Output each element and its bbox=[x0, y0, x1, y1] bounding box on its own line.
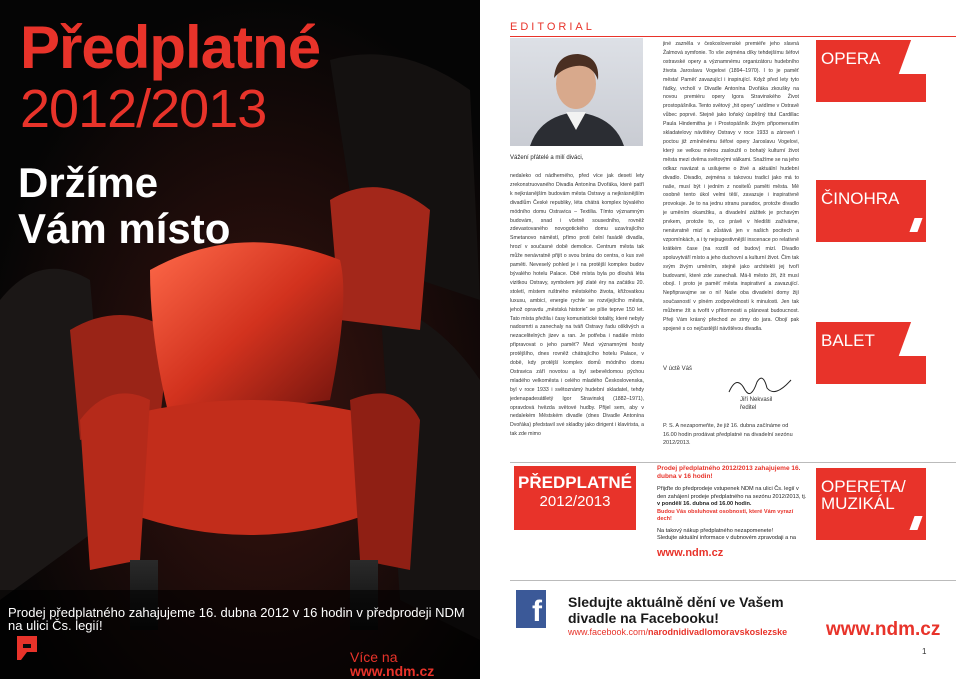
facebook-headline-1: Sledujte aktuálně dění ve Vašem bbox=[568, 594, 784, 610]
cover-season: 2012/2013 bbox=[20, 79, 267, 139]
subscription-info bbox=[657, 465, 807, 573]
subscription-p2: Budou Vás obsluhovat osobnosti, které Vám vyrazí dech! bbox=[657, 508, 794, 522]
editorial-closing: V úctě Váš bbox=[663, 366, 693, 372]
genre-opereta-muzikal[interactable] bbox=[816, 468, 926, 540]
genre-label: ČINOHRA bbox=[821, 189, 900, 208]
facebook-url-prefix: www.facebook.com/ bbox=[568, 627, 649, 637]
subscription-website[interactable]: www.ndm.cz bbox=[657, 546, 724, 559]
genre-opera[interactable] bbox=[816, 40, 926, 102]
subscription-badge bbox=[514, 466, 636, 530]
signer bbox=[740, 396, 772, 412]
subscription-p1 bbox=[657, 486, 807, 509]
facebook-icon[interactable]: f bbox=[516, 590, 546, 628]
genre-corner-shape bbox=[909, 218, 922, 232]
subscription-p3: Na takový nákup předplatného nezapomenete! bbox=[657, 527, 773, 534]
signer-name: Jiří Nekvasil bbox=[740, 397, 773, 403]
genre-label: OPERETA/ MUZIKÁL bbox=[821, 477, 906, 513]
genre-label: BALET bbox=[821, 331, 875, 350]
genre-corner-shape bbox=[909, 516, 922, 530]
subscription-p1-text: Přijďte do předprodeje vstupenek NDM na ulici Čs. legií v den zahájení prodeje předplatného na sezónu 2012/2013, tj. bbox=[657, 486, 807, 500]
cover-website-prefix: Více na bbox=[350, 649, 398, 665]
subscription-p1-date: v pondělí 16. dubna od 16.00 hodin. bbox=[657, 501, 752, 507]
facebook-headline-2: divadle na Facebooku! bbox=[568, 610, 719, 626]
header-rule bbox=[510, 36, 956, 37]
cover-title: Předplatné bbox=[20, 14, 321, 81]
cover-sale-notice: Prodej předplatného zahajujeme 16. dubna 2012 v 16 hodin v předprodeji NDM na ulici Čs. legií! bbox=[8, 605, 465, 633]
genre-balet[interactable] bbox=[816, 322, 926, 384]
cover-headline-line1: Držíme bbox=[18, 159, 159, 206]
section-divider bbox=[510, 462, 956, 463]
cover-website[interactable] bbox=[350, 650, 480, 678]
footer-website[interactable]: www.ndm.cz bbox=[826, 619, 941, 640]
subscription-season: 2012/2013 bbox=[539, 492, 611, 510]
cover-website-url[interactable]: www.ndm.cz bbox=[350, 663, 435, 679]
section-divider bbox=[510, 580, 956, 581]
genre-strip bbox=[816, 40, 926, 601]
page-number: 1 bbox=[922, 647, 927, 656]
editorial-page bbox=[480, 0, 960, 679]
portrait-image bbox=[510, 38, 643, 146]
facebook-url[interactable] bbox=[568, 628, 787, 637]
cover-headline bbox=[18, 160, 230, 252]
signer-role: ředitel bbox=[740, 405, 757, 411]
subscription-title: PŘEDPLATNÉ bbox=[518, 473, 632, 492]
genre-cinohra[interactable] bbox=[816, 180, 926, 242]
facebook-url-page: narodnidivadlomoravskoslezske bbox=[648, 627, 788, 637]
editorial-postscript: P. S. A nezapomeňte, že již 16. dubna začínáme od 16.00 hodin prodávat předplatné na divadelní sezónu 2012/2013. bbox=[663, 423, 793, 446]
cover-headline-line2: Vám místo bbox=[18, 205, 231, 252]
director-portrait bbox=[510, 38, 643, 146]
genre-label: OPERA bbox=[821, 49, 881, 68]
subscription-headline: Prodej předplatného 2012/2013 zahajujeme 16. dubna v 16 hodin! bbox=[657, 465, 801, 480]
section-label: EDITORIAL bbox=[510, 21, 595, 33]
editorial-greeting: Vážení přátelé a milí diváci, bbox=[510, 155, 584, 161]
editorial-column-2: jiné zazněla v československé premiéře jeho slavná Žalmová symfonie. To vše zejména díky tehdejšímu šéfovi ostravské opery a významnému organizátoru hudebního života Jaroslavu Vogelovi (1894–1970). I to je paměť města! Paměť zavazující i inspirující. Když před lety tyto řádky, vrcholí v Divadle Antonína Dvořáka zkoušky na novou premiéru opery Igora Stravinského Život prostopášníka. Tento světový „hit opery“ uvidíme v Ostravě vůbec poprvé. Stejně jako loňský úspěšný titul Cardillac Paula Hindemitha je i Prostopášník živým připomenutím skladatelovy návštěvy Ostravy v roce 1933 a zároveň i poctou již zmíněnému šéfovi opery Jaroslavu Vogelovi, který se velkou měrou zasloužil o bohatý kulturní život města mezi dvěma světovými válkami. Snažíme se na jeho odkaz navázat a usilujeme o živé a aktuální hudební divadlo. Divadlo, zejména s takovou tradicí jako má to naše, musí být i jedním z nositelů paměti města. Mě osobně tento úkol velmi těší, zavazuje i inspirativně provokuje. Je to na jednu stranu paradox, protože divadlo je uměním okamžiku, a divadelní zážitek je prchavým prvkem, protože to, co právě v hledišti zažíváme, nenávratně mizí a zůstává jen v našich pocitech a vzpomínkách, a i ty nejsugestivnější inscenace po relativně krátkém čase (na rozdíl od budov) mizí. Divadlo spoluvytváří místo a jeho duchovní a kulturní život. Čím tak svým živým uměním, stejně jako architekti jej tvoří budovami, které zde zanechali. Má-li město žít, žít musí obojí. I proto je paměť města inspirativní a zavazující. Nepřipravujme se o ni! Naše oba divadelní domy žijí současností v plném zodpovědnosti k minulosti. Jen tak můžeme žít a tvořit v přítomnosti a plánovat budoucnost. Přeji Vám krásný přechod ze zimy do jara. Obojí pak spojené s co nejčastější návštěvou divadla. bbox=[663, 41, 799, 332]
ndm-logo-icon bbox=[15, 634, 39, 662]
subscription-p4: Sledujte aktuální informace v dubnovém zpravodaji a na bbox=[657, 535, 796, 541]
editorial-column-1: nedaleko od nádherného, před více jak deseti lety zrekonstruovaného Divadla Antonína Dvořáka, které patří k nejkrásnějším budovám města Ostravy a nejkrásnějším divadlům České republiky, léta chátrá komplex bývalého módního domu Ostravica – Textilia. Tímto významným budovám, snad i včetně sousedního, rovněž zdevastovaného novogotického domu uzavírajícího Smetanovo náměstí, přímo proti čelní fasádě divadla, hrozí v současné době demolice. Centrum města tak může nenávratně přijít o svou bránu do centra, o kus své paměti. Neveselý pohled je i na protější komplex budov bývalého hotelu Palace. Obě místa byla po dlouhá léta vizitkou Ostravy, symbolem její zlaté éry na začátku 20. století, místem ruštného městského života, křižovatkou luxusu, ambicí, energie rychle se rozvíjejícího města, jehož opravdu „městská historie“ se píše teprve 150 let. Tato místa přežila i časy komunistické totality, které nebyly nadosmrti a zanechaly na tváři Ostravy řadu ošklivých a nezacelitelných jizev a ran. Je potřeba i nadále místo připravovat o jeho paměť? Mezi významnými hosty protějšího, dnes rovněž chátrajícího hotelu Palace, v době, kdy protější komplex domů módního domu Ostravica září novotou a byl sebevědomou pýchou mladého velkoměsta i celého mladého Československa, byl v roce 1933 i světoznámý hudební skladatel, tehdy jedenapadesátiletý Igor Stravinskij (1882–1971), opravdová hvězda světové hudby. Přijel sem, aby v nedalekém Městském divadle (dnes Divadle Antonína Dvořáka) představil své skladby jako dirigent i klavírista, a tak zde mimo bbox=[510, 173, 644, 438]
